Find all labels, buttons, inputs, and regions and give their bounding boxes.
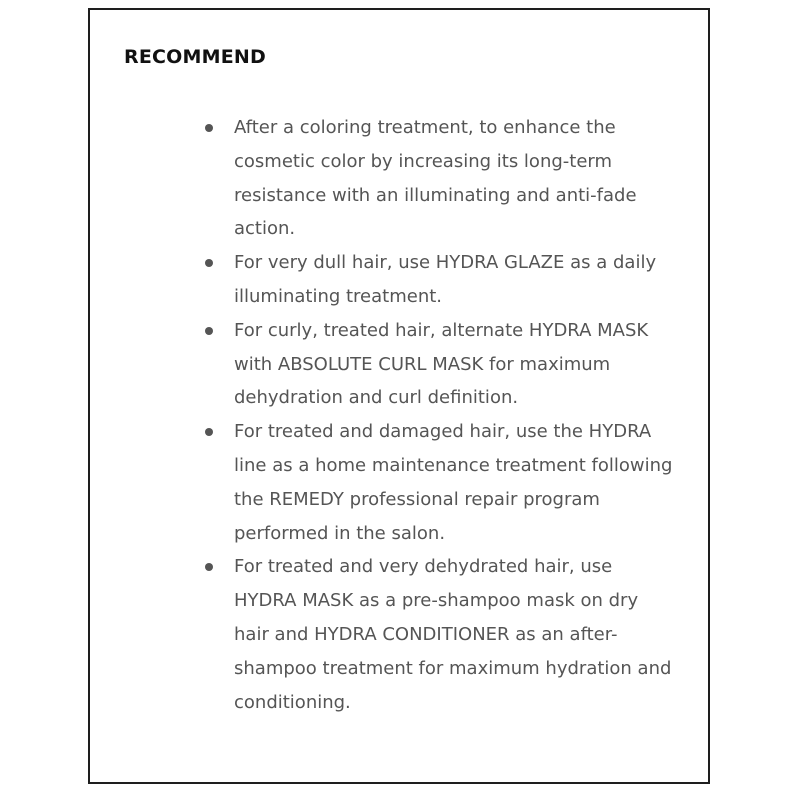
list-item — [234, 246, 678, 314]
list-item-text: For treated and damaged hair, use the HYDRA line as a home maintenance treatment following the REMEDY professional repair program performed in the salon. — [234, 421, 673, 544]
list-item-text: After a coloring treatment, to enhance the cosmetic color by increasing its long-term resistance with an illuminating and anti-fade action. — [234, 117, 637, 240]
bullet-icon — [205, 563, 213, 571]
list-item — [234, 550, 678, 719]
recommendation-list — [234, 111, 678, 719]
list-item-text: For curly, treated hair, alternate HYDRA MASK with ABSOLUTE CURL MASK for maximum dehydration and curl definition. — [234, 319, 649, 409]
bullet-icon — [205, 259, 213, 267]
list-item — [234, 111, 678, 246]
bullet-icon — [205, 428, 213, 436]
list-item — [234, 314, 678, 415]
recommend-panel — [88, 8, 710, 784]
bullet-icon — [205, 124, 213, 132]
bullet-icon — [205, 327, 213, 335]
list-item-text: For very dull hair, use HYDRA GLAZE as a daily illuminating treatment. — [234, 252, 657, 307]
list-item-text: For treated and very dehydrated hair, use HYDRA MASK as a pre-shampoo mask on dry hair and HYDRA CONDITIONER as an after-shampoo treatment for maximum hydration and conditioning. — [234, 556, 672, 713]
section-heading: RECOMMEND — [124, 46, 266, 68]
list-item — [234, 415, 678, 550]
